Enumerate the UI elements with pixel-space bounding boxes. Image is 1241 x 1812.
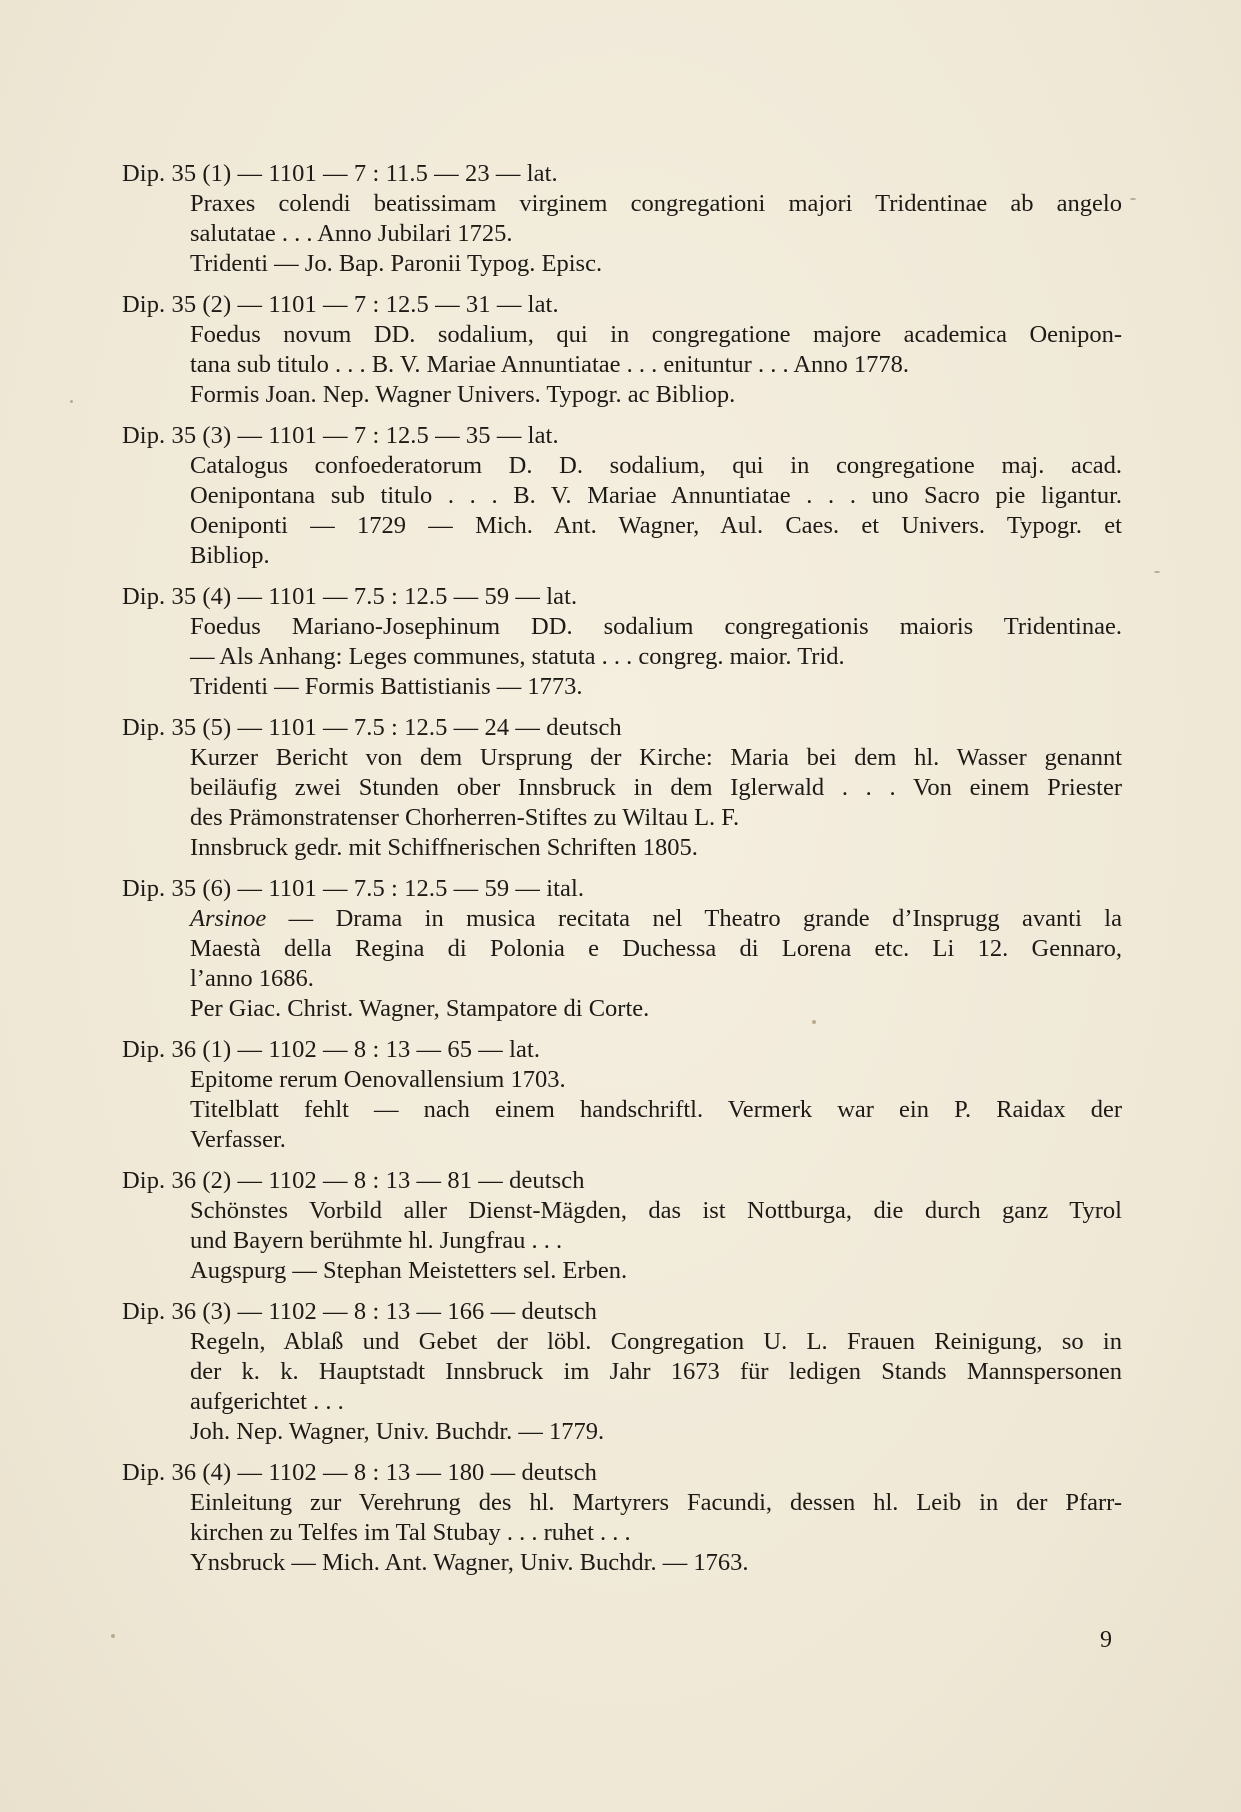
entry-line-text: Tridenti — Formis Battistianis — 1773. <box>190 673 583 700</box>
entry-line-text: und Bayern berühmte hl. Jungfrau . . . <box>190 1227 563 1254</box>
catalog-entry <box>122 421 1122 571</box>
entry-header: Dip. 35 (1) — 1101 — 7 : 11.5 — 23 — lat. <box>122 160 558 187</box>
paper-speck <box>70 400 73 403</box>
entry-header: Dip. 36 (4) — 1102 — 8 : 13 — 180 — deutsch <box>122 1459 597 1486</box>
entry-header: Dip. 35 (2) — 1101 — 7 : 12.5 — 31 — lat. <box>122 291 559 318</box>
entry-description-line <box>122 1488 1122 1518</box>
entry-description-line <box>122 994 1122 1024</box>
entry-description-line <box>122 380 1122 410</box>
entry-line-text: Titelblatt fehlt — nach einem handschriftl. Vermerk war ein P. Raidax der <box>190 1096 1122 1123</box>
catalog-entry <box>122 1166 1122 1286</box>
entry-header: Dip. 35 (6) — 1101 — 7.5 : 12.5 — 59 — ital. <box>122 875 585 902</box>
entry-line-text: Foedus novum DD. sodalium, qui in congregatione majore academica Oenipon- <box>190 321 1122 348</box>
entry-description-line <box>122 1226 1122 1256</box>
entry-line-text: des Prämonstratenser Chorherren-Stiftes zu Wiltau L. F. <box>190 804 740 831</box>
entry-description-line <box>122 320 1122 350</box>
entry-line-text: Praxes colendi beatissimam virginem congregationi majori Tridentinae ab angelo <box>190 190 1122 217</box>
catalog-entry <box>122 1458 1122 1578</box>
catalog-entry <box>122 1035 1122 1155</box>
entry-line-text: l’anno 1686. <box>190 965 314 992</box>
entry-description-line <box>122 964 1122 994</box>
catalog-entry <box>122 290 1122 410</box>
entry-description-line <box>122 803 1122 833</box>
entry-line-text: Innsbruck gedr. mit Schiffnerischen Schriften 1805. <box>190 834 698 861</box>
entry-description-line <box>122 249 1122 279</box>
entry-title-italic: Arsinoe <box>190 905 267 932</box>
entry-description-line <box>122 1256 1122 1286</box>
entry-description-line <box>122 642 1122 672</box>
entry-line-text: Oeniponti — 1729 — Mich. Ant. Wagner, Aul. Caes. et Univers. Typogr. et <box>190 512 1122 539</box>
entry-description-line <box>122 1417 1122 1447</box>
entry-description-line <box>122 481 1122 511</box>
entry-description-line <box>122 1357 1122 1387</box>
entry-description-line <box>122 189 1122 219</box>
entry-description-line <box>122 612 1122 642</box>
paper-speck <box>1154 571 1160 573</box>
entry-line-text: beiläufig zwei Stunden ober Innsbruck in dem Iglerwald . . . Von einem Priester <box>190 774 1122 801</box>
entry-line-text: — Als Anhang: Leges communes, statuta . . . congreg. maior. Trid. <box>190 643 845 670</box>
paper-speck <box>1130 198 1136 200</box>
entry-description-line <box>122 1518 1122 1548</box>
entry-description-line <box>122 934 1122 964</box>
entry-line-text: Regeln, Ablaß und Gebet der löbl. Congregation U. L. Frauen Reinigung, so in <box>190 1328 1122 1355</box>
entry-line-text: kirchen zu Telfes im Tal Stubay . . . ruhet . . . <box>190 1519 631 1546</box>
entry-line-text: Epitome rerum Oenovallensium 1703. <box>190 1066 566 1093</box>
entry-line-text: Catalogus confoederatorum D. D. sodalium, qui in congregatione maj. acad. <box>190 452 1122 479</box>
entry-line-text: Ynsbruck — Mich. Ant. Wagner, Univ. Buchdr. — 1763. <box>190 1549 749 1576</box>
entry-header: Dip. 36 (2) — 1102 — 8 : 13 — 81 — deutsch <box>122 1167 585 1194</box>
entry-header: Dip. 35 (3) — 1101 — 7 : 12.5 — 35 — lat. <box>122 422 559 449</box>
entry-line-text: der k. k. Hauptstadt Innsbruck im Jahr 1673 für ledigen Stands Mannspersonen <box>190 1358 1122 1385</box>
entry-line-text: Tridenti — Jo. Bap. Paronii Typog. Episc. <box>190 250 603 277</box>
entry-line-text: salutatae . . . Anno Jubilari 1725. <box>190 220 513 247</box>
catalog-entry <box>122 874 1122 1024</box>
entry-line-text: Drama in musica recitata nel Theatro grande d’Insprugg avanti la <box>335 905 1122 932</box>
entry-description-line <box>122 743 1122 773</box>
entry-line-text: Maestà della Regina di Polonia e Duchessa di Lorena etc. Li 12. Gennaro, <box>190 935 1122 962</box>
entry-line-text: Joh. Nep. Wagner, Univ. Buchdr. — 1779. <box>190 1418 605 1445</box>
entry-line-text: Foedus Mariano-Josephinum DD. sodalium congregationis maioris Tridentinae. <box>190 613 1122 640</box>
entry-description-line <box>122 350 1122 380</box>
catalog-entry <box>122 582 1122 702</box>
entry-header: Dip. 35 (5) — 1101 — 7.5 : 12.5 — 24 — deutsch <box>122 714 622 741</box>
entry-description-line <box>122 1196 1122 1226</box>
entry-description-line <box>122 904 1122 934</box>
entry-description-line <box>122 1327 1122 1357</box>
page-number: 9 <box>1100 1627 1112 1653</box>
entry-line-text: Per Giac. Christ. Wagner, Stampatore di Corte. <box>190 995 650 1022</box>
entry-description-line <box>122 1548 1122 1578</box>
entry-description-line <box>122 773 1122 803</box>
entry-description-line <box>122 1065 1122 1095</box>
entry-line-text: Oenipontana sub titulo . . . B. V. Mariae Annuntiatae . . . uno Sacro pie ligantur. <box>190 482 1122 509</box>
entry-header: Dip. 36 (1) — 1102 — 8 : 13 — 65 — lat. <box>122 1036 541 1063</box>
entry-description-line <box>122 1095 1122 1125</box>
entry-description-line <box>122 541 1122 571</box>
entry-line-text: Kurzer Bericht von dem Ursprung der Kirche: Maria bei dem hl. Wasser genannt <box>190 744 1122 771</box>
catalog-entry <box>122 713 1122 863</box>
entry-line-text: Schönstes Vorbild aller Dienst-Mägden, das ist Nottburga, die durch ganz Tyrol <box>190 1197 1122 1224</box>
entry-description-line <box>122 672 1122 702</box>
entry-header: Dip. 35 (4) — 1101 — 7.5 : 12.5 — 59 — lat. <box>122 583 578 610</box>
paper-speck <box>111 1634 115 1638</box>
entry-title-separator: — <box>266 905 336 932</box>
entry-header: Dip. 36 (3) — 1102 — 8 : 13 — 166 — deutsch <box>122 1298 597 1325</box>
entry-line-text: Formis Joan. Nep. Wagner Univers. Typogr. ac Bibliop. <box>190 381 736 408</box>
entry-description-line <box>122 511 1122 541</box>
paper-speck <box>812 1020 816 1024</box>
catalog-entry <box>122 159 1122 279</box>
entry-line-text: Bibliop. <box>190 542 270 569</box>
catalog-entry <box>122 1297 1122 1447</box>
entry-line-text: Augspurg — Stephan Meistetters sel. Erben. <box>190 1257 628 1284</box>
entry-line-text: Verfasser. <box>190 1126 286 1153</box>
entry-description-line <box>122 1125 1122 1155</box>
entry-line-text: tana sub titulo . . . B. V. Mariae Annuntiatae . . . enituntur . . . Anno 1778. <box>190 351 910 378</box>
entry-description-line <box>122 833 1122 863</box>
entry-description-line <box>122 219 1122 249</box>
entry-description-line <box>122 1387 1122 1417</box>
entry-line-text: Einleitung zur Verehrung des hl. Martyrers Facundi, dessen hl. Leib in der Pfarr- <box>190 1489 1122 1516</box>
catalog-entries <box>122 159 1122 1578</box>
entry-line-text: aufgerichtet . . . <box>190 1388 344 1415</box>
entry-description-line <box>122 451 1122 481</box>
